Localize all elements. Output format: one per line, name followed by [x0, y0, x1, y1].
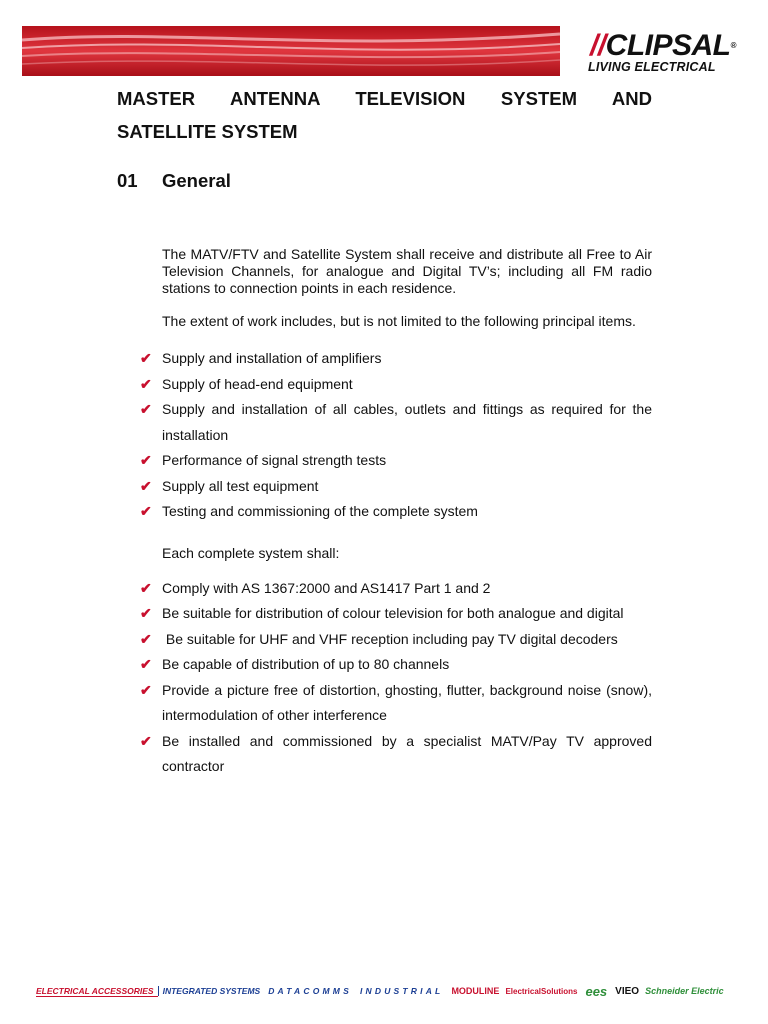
footer-moduline-logo: MODULINE [451, 986, 500, 996]
check-icon: ✔ [140, 350, 152, 366]
logo-stripes-icon: // [590, 29, 606, 62]
list-item: ✔ Be suitable for UHF and VHF reception including pay TV digital decoders [116, 627, 652, 653]
scope-paragraph: The extent of work includes, but is not limited to the following principal items. [162, 313, 636, 329]
check-icon: ✔ [140, 375, 152, 392]
document-heading [117, 82, 652, 192]
check-icon: ✔ [140, 579, 152, 596]
check-icon: ✔ [140, 401, 152, 417]
section-heading [117, 170, 652, 192]
list-item: ✔ Supply of head-end equipment [116, 372, 652, 398]
check-icon: ✔ [140, 681, 152, 698]
footer-schneider-logo: Schneider Electric [645, 985, 724, 996]
red-swoosh-graphic [22, 26, 560, 76]
list-item: ✔ Supply and installation of amplifiers [116, 346, 652, 372]
document-title-line2: SATELLITE SYSTEM [117, 121, 298, 142]
section-number: 01 [117, 170, 138, 191]
footer-vieo-logo: VIEO [615, 985, 640, 997]
footer-brand-strip [36, 982, 740, 1000]
list-item: ✔ Testing and commissioning of the complete system [116, 499, 652, 525]
list-item: ✔ Supply and installation of all cables, outlets and fittings as required for the installation [116, 397, 652, 448]
check-icon: ✔ [140, 477, 152, 494]
list-item: ✔ Supply all test equipment [116, 474, 652, 500]
check-icon: ✔ [140, 732, 152, 749]
intro-paragraph: The MATV/FTV and Satellite System shall receive and distribute all Free to Air Television Channels, for analogue and Digital TV’s; including all FM radio stations to connection points in each residence. [162, 246, 652, 296]
check-icon: ✔ [140, 605, 152, 621]
document-body [140, 246, 652, 800]
header-banner [22, 26, 560, 76]
list-item: ✔ Comply with AS 1367:2000 and AS1417 Part 1 and 2 [116, 576, 652, 602]
footer-electrical-accessories: ELECTRICAL ACCESSORIES [36, 986, 158, 997]
logo-wordmark [590, 30, 736, 62]
document-title-line1: MASTER ANTENNA TELEVISION SYSTEM AND [117, 88, 652, 109]
clipsal-logo [586, 26, 746, 78]
list-item: ✔ Provide a picture free of distortion, ghosting, flutter, background noise (snow), intermodulation of other interference [116, 678, 652, 729]
system-requirements-list [140, 576, 652, 780]
check-icon: ✔ [140, 452, 152, 468]
footer-datacomms: DATACOMMS [268, 986, 352, 996]
list-item: ✔ Be installed and commissioned by a specialist MATV/Pay TV approved contractor [116, 729, 652, 780]
system-lead: Each complete system shall: [162, 544, 340, 561]
footer-electrical-solutions-logo: ElectricalSolutions [505, 986, 578, 996]
footer-ees-logo: ees [585, 983, 608, 999]
registered-mark: ® [730, 41, 736, 50]
list-item: ✔ Be capable of distribution of up to 80 channels [116, 652, 652, 678]
list-item: ✔ Be suitable for distribution of colour television for both analogue and digital [116, 601, 652, 627]
section-title: General [162, 170, 231, 191]
logo-tagline: LIVING ELECTRICAL [588, 60, 716, 74]
footer-industrial: INDUSTRIAL [359, 986, 444, 996]
footer-integrated-systems: INTEGRATED SYSTEMS [158, 986, 265, 996]
check-icon: ✔ [140, 630, 152, 647]
scope-list [140, 346, 652, 525]
check-icon: ✔ [140, 656, 152, 672]
check-icon: ✔ [140, 503, 152, 519]
logo-brand: CLIPSAL [605, 29, 731, 62]
list-item: ✔ Performance of signal strength tests [116, 448, 652, 474]
